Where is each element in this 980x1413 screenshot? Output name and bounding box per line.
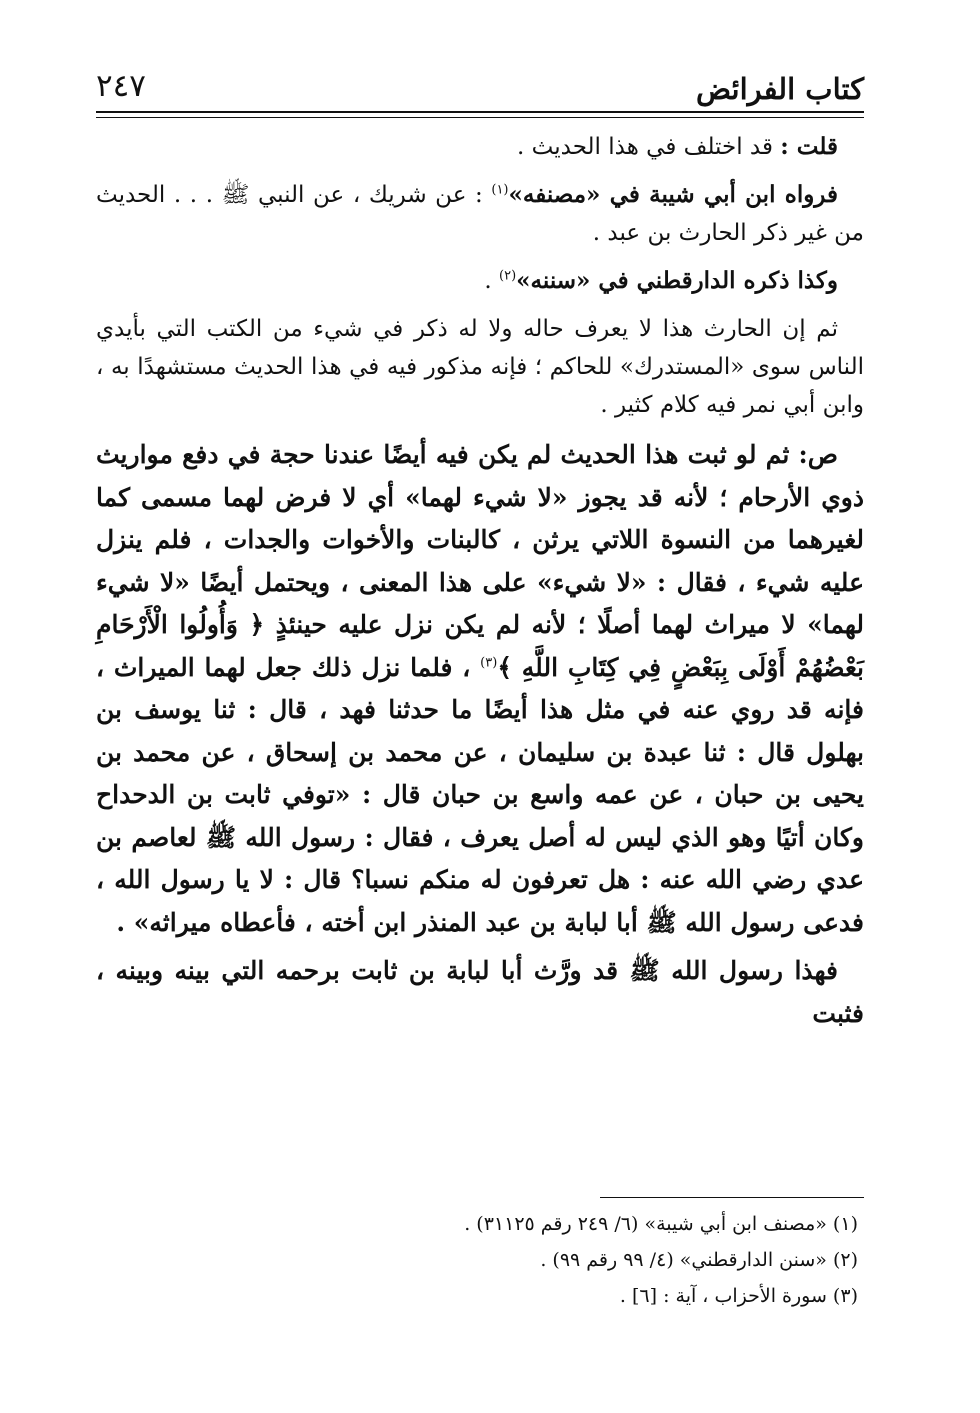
header-rule-thin	[96, 117, 864, 118]
paragraph-5	[96, 434, 864, 944]
page-body	[96, 128, 864, 1041]
paragraph-text: قد اختلف في هذا الحديث .	[517, 134, 781, 160]
paragraph-text: ص: ثم لو ثبت هذا الحديث لم يكن فيه أيضًا عندنا حجة في دفع مواريث ذوي الأرحام ؛ لأنه قد يجوز «لا شيء لهما» أي لا فرض لهما مسمى كما لغيرهما من النسوة اللاتي يرثن ، كالبنات والأخوات والجدات ، فلم ينزل عليه شيء ، فقال : «لا شيء» على هذا المعنى ، ويحتمل أيضًا «لا شيء لهما» لا ميراث لهما أصلًا ؛ لأنه لم يكن نزل عليه حينئذٍ ﴿ وَأُولُوا الْأَرْحَامِ بَعْضُهُمْ أَوْلَى بِبَعْضٍ فِي كِتَابِ اللَّهِ ﴾	[96, 440, 864, 682]
page-header	[96, 60, 864, 110]
footnote-separator	[600, 1197, 864, 1198]
paragraph-6: فهذا رسول الله ﷺ قد ورَّث أبا لبابة بن ثابت برحمه التي بينه وبينه ، فثبت	[96, 956, 864, 1028]
footnotes	[96, 1206, 864, 1314]
footnote-ref[interactable]: (١)	[491, 182, 509, 198]
chapter-title: كتاب الفرائض	[695, 72, 864, 106]
paragraph-bold-text: وكذا ذكره الدارقطني في «سننه»	[516, 267, 838, 294]
footnote-1: (١) «مصنف ابن أبي شيبة» (٦/ ٢٤٩ رقم ٣١١٢٥) .	[464, 1213, 858, 1235]
header-rule	[96, 111, 864, 113]
footnote-ref[interactable]: (٢)	[499, 268, 517, 284]
footnote-2: (٢) «سنن الدارقطني» (٤/ ٩٩ رقم ٩٩) .	[540, 1249, 858, 1271]
paragraph-text: .	[484, 268, 500, 294]
footnote-ref[interactable]: (٣)	[480, 655, 498, 671]
paragraph-4: ثم إن الحارث هذا لا يعرف حاله ولا له ذكر في شيء من الكتب التي بأيدي الناس سوى «المستدرك» للحاكم ؛ فإنه مذكور فيه في هذا الحديث مستشهدًا به ، وابن أبي نمر فيه كلام كثير .	[96, 316, 864, 418]
footnote-3: (٣) سورة الأحزاب ، آية : [٦] .	[619, 1285, 858, 1307]
page-number: ٢٤٧	[96, 68, 146, 104]
paragraph-text: : عن شريك ، عن النبي ﷺ . . . الحديث من غير ذكر الحارث بن عبد .	[96, 182, 864, 246]
paragraph-3	[96, 262, 864, 300]
paragraph-bold-text: فرواه ابن أبي شيبة في «مصنفه»	[508, 181, 838, 208]
paragraph-label: قلت :	[780, 133, 838, 160]
paragraph-2	[96, 176, 864, 252]
paragraph-text: ، فلما نزل ذلك جعل لهما الميراث ، فإنه قد روي عنه في مثل هذا أيضًا ما حدثنا فهد ، قال : ثنا يوسف بن بهلول قال : ثنا عبدة بن سليمان ، عن محمد بن إسحاق ، عن محمد بن يحيى بن حبان ، عن عمه واسع بن حبان قال : «توفي ثابت بن الدحداح وكان أتيًا وهو الذي ليس له أصل يعرف ، فقال : رسول الله ﷺ لعاصم بن عدي رضي الله عنه : هل تعرفون له منكم نسبا؟ قال : لا يا رسول الله ، فدعى رسول الله ﷺ أبا لبابة بن عبد المنذر ابن أخته ، فأعطاه ميراثه» .	[96, 652, 864, 937]
paragraph-1	[96, 128, 864, 166]
